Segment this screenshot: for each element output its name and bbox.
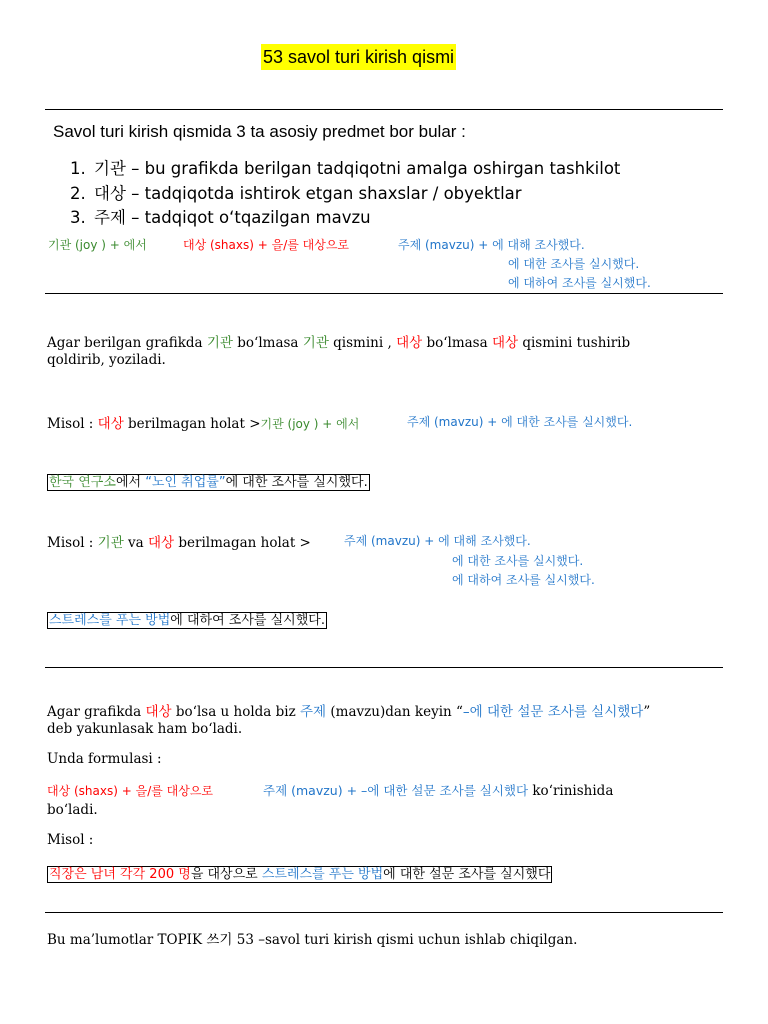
- formula-gigwan: 기관 (joy ) + 에서: [260, 417, 360, 431]
- list-number: 2.: [70, 184, 86, 203]
- highlight-gigwan: 기관: [302, 335, 329, 351]
- highlight-daesang: 직장은 남녀 각각 200 명: [49, 867, 191, 882]
- highlight-juje: 스트레스를 푸는 방법: [261, 867, 384, 882]
- highlight-daesang: 대상: [491, 335, 519, 351]
- text: Agar berilgan grafikda: [47, 335, 207, 351]
- formula-alt: 에 대한 조사를 실시했다.: [508, 257, 640, 271]
- text: 에 대한 조사를 실시했다.: [225, 475, 368, 490]
- text: bo‘lmasa: [232, 335, 303, 351]
- list-term: 대상: [94, 184, 126, 203]
- highlight-juje: 주제: [300, 704, 327, 720]
- highlight-juje: “노인 취업률”: [145, 475, 226, 490]
- text: ko‘rinishida: [528, 783, 614, 799]
- formula-alt: 에 대한 조사를 실시했다.: [452, 554, 584, 568]
- formula-label: Unda formulasi :: [47, 751, 162, 767]
- text: berilmagan holat >: [123, 416, 261, 432]
- footer-note: Bu ma’lumotlar TOPIK 쓰기 53 –savol turi kirish qismi uchun ishlab chiqilgan.: [47, 932, 578, 948]
- highlight-juje: 스트레스를 푸는 방법: [49, 613, 171, 628]
- formula-juje: 주제 (mavzu) + 에 대한 조사를 실시했다.: [407, 415, 633, 429]
- divider: [45, 109, 723, 110]
- text: qismini ,: [328, 335, 397, 351]
- formula-alt: 에 대하여 조사를 실시했다.: [452, 573, 595, 587]
- highlight-gigwan: 기관: [97, 535, 124, 551]
- list-item: [70, 180, 522, 204]
- text: (mavzu)dan keyin “: [326, 704, 463, 720]
- formula-daesang: 대상 (shaxs) + 을/를 대상으로: [183, 238, 350, 252]
- text: 에 대하여 조사를 실시했다.: [170, 613, 325, 628]
- list-desc: – bu grafikda berilgan tadqiqotni amalga oshirgan tashkilot: [125, 159, 621, 178]
- misol-label: Misol :: [47, 416, 98, 432]
- text: ”: [643, 704, 651, 720]
- formula-daesang: 대상 (shaxs) + 을/를 대상으로: [47, 784, 214, 798]
- highlight-gigwan: 기관: [206, 335, 233, 351]
- list-term: 주제: [94, 208, 126, 227]
- text: 을 대상으로: [190, 867, 262, 882]
- divider: [45, 667, 723, 668]
- formula-juje: 주제 (mavzu) + 에 대해 조사했다.: [398, 238, 585, 252]
- highlight-gigwan: 한국 연구소: [49, 475, 116, 490]
- list-number: 3.: [70, 208, 86, 227]
- divider: [45, 293, 723, 294]
- text: qismini tushirib: [518, 335, 631, 351]
- highlight-daesang: 대상: [148, 535, 175, 551]
- divider: [45, 912, 723, 913]
- example-sentence: [47, 609, 327, 628]
- list-number: 1.: [70, 159, 86, 178]
- formula-juje: 주제 (mavzu) + –에 대한 설문 조사를 실시했다: [263, 783, 529, 798]
- paragraph: [47, 700, 650, 720]
- text: berilmagan holat >: [174, 535, 311, 551]
- paragraph-line: bo‘ladi.: [47, 802, 98, 818]
- page-title: 53 savol turi kirish qismi: [261, 44, 456, 70]
- highlight-daesang: 대상: [396, 335, 423, 351]
- misol-line: [47, 531, 311, 551]
- list-desc: – tadqiqotda ishtirok etgan shaxslar / obyektlar: [125, 184, 522, 203]
- text: bo‘lmasa: [422, 335, 492, 351]
- text: bo‘lsa u holda biz: [171, 704, 301, 720]
- misol-label: Misol :: [47, 535, 98, 551]
- list-term: 기관: [94, 159, 126, 178]
- paragraph-line: qoldirib, yoziladi.: [47, 352, 166, 368]
- misol-label: Misol :: [47, 832, 94, 848]
- highlight-juje: –에 대한 설문 조사를 실시했다: [462, 704, 644, 720]
- text: 에서: [115, 475, 146, 490]
- misol-line: [47, 412, 359, 432]
- highlight-daesang: 대상: [145, 704, 172, 720]
- list-item: [70, 155, 620, 179]
- formula-line: [263, 781, 613, 799]
- paragraph-line: deb yakunlasak ham bo‘ladi.: [47, 721, 243, 737]
- text: 에 대한 설문 조사를 실시했다: [383, 867, 551, 882]
- example-sentence: [47, 863, 552, 882]
- paragraph: [47, 331, 630, 351]
- text: Agar grafikda: [47, 704, 146, 720]
- example-sentence: [47, 471, 370, 490]
- formula-alt: 에 대하여 조사를 실시했다.: [508, 276, 651, 290]
- formula-juje: 주제 (mavzu) + 에 대해 조사했다.: [344, 534, 531, 548]
- formula-gigwan: 기관 (joy ) + 에서: [48, 238, 147, 252]
- list-item: [70, 204, 371, 228]
- list-desc: – tadqiqot o‘tqazilgan mavzu: [125, 208, 371, 227]
- text: va: [123, 535, 149, 551]
- highlight-daesang: 대상: [97, 416, 124, 432]
- intro-text: Savol turi kirish qismida 3 ta asosiy predmet bor bular :: [53, 122, 466, 141]
